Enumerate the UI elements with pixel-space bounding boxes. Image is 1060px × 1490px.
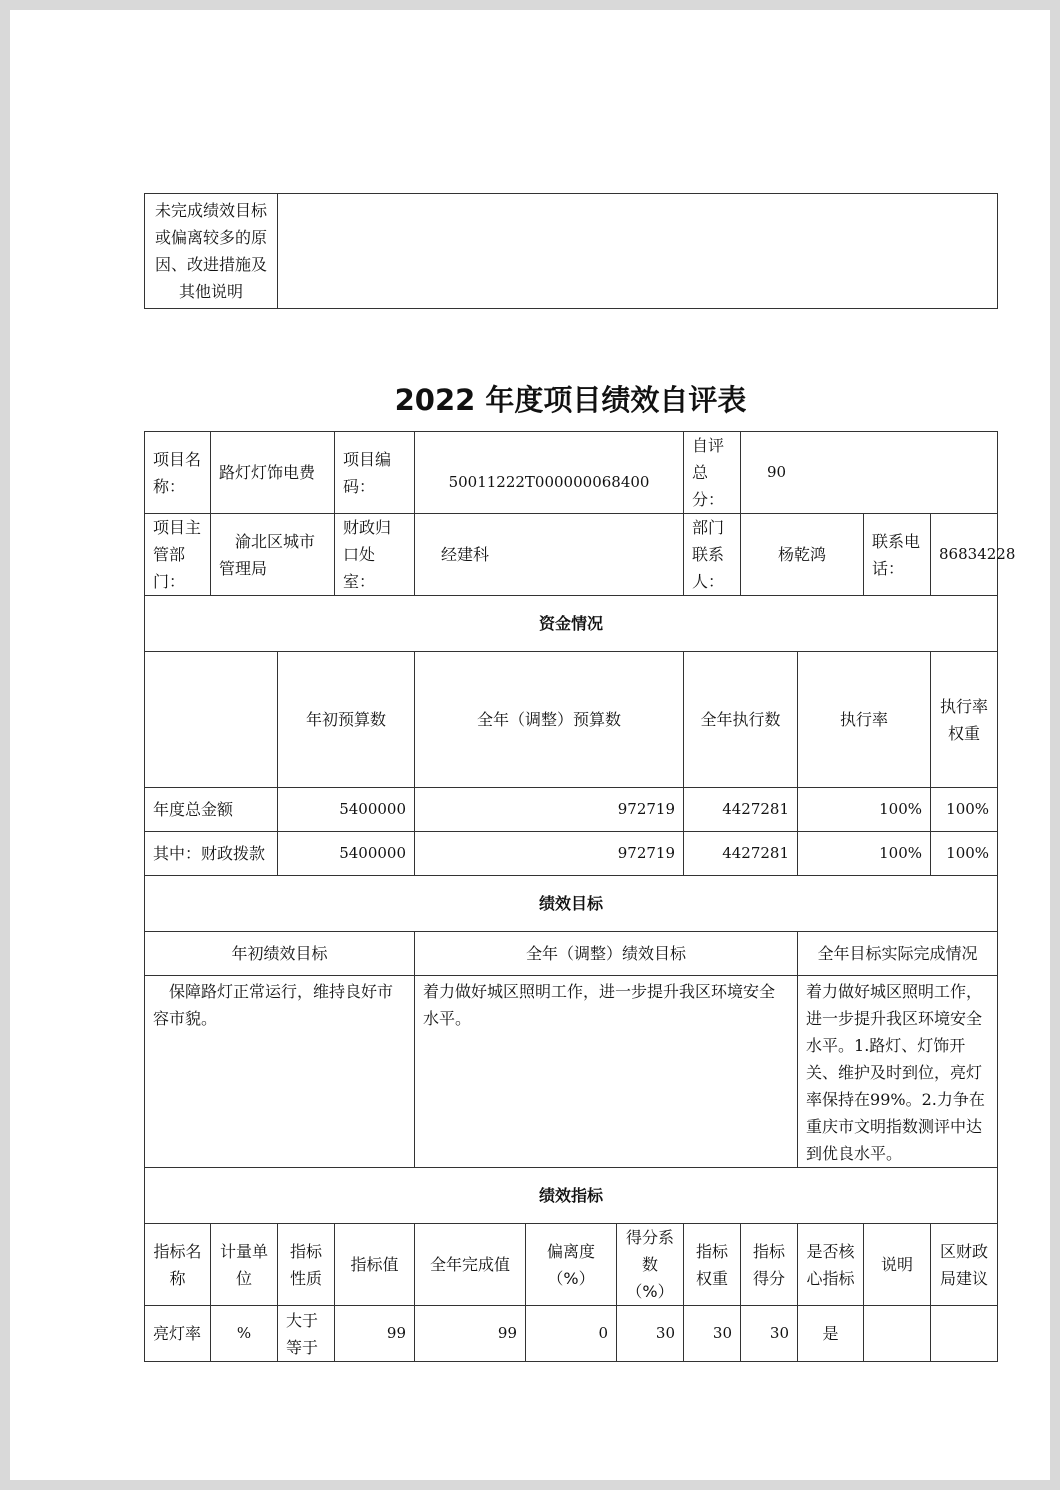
- indicator-header: 指标值: [335, 1224, 415, 1306]
- funds-header-initial: 年初预算数: [278, 652, 415, 788]
- table-row: [145, 832, 998, 876]
- contact-label: 部门联系人：: [684, 514, 741, 596]
- funds-cell: 5400000: [278, 832, 415, 876]
- indicator-header: 偏离度（%）: [526, 1224, 617, 1306]
- indicator-header: 是否核心指标: [798, 1224, 864, 1306]
- funds-row-label: 其中：财政拨款: [145, 832, 278, 876]
- note-value: [278, 194, 998, 309]
- document-page: [10, 10, 1050, 1480]
- funds-cell: 5400000: [278, 788, 415, 832]
- funds-cell: 972719: [415, 788, 684, 832]
- indicator-header: 说明: [864, 1224, 931, 1306]
- indicator-cell: %: [211, 1306, 278, 1362]
- finance-value: 经建科: [415, 514, 684, 596]
- indicator-header: 计量单位: [211, 1224, 278, 1306]
- funds-cell: 4427281: [684, 788, 798, 832]
- indicator-cell: 30: [741, 1306, 798, 1362]
- table-row: [145, 1306, 998, 1362]
- phone-label: 联系电话：: [864, 514, 931, 596]
- indicator-cell: 99: [335, 1306, 415, 1362]
- total-score: 90: [741, 432, 998, 514]
- indicator-cell: [931, 1306, 998, 1362]
- indicator-header: 指标名称: [145, 1224, 211, 1306]
- goal-adjusted: 着力做好城区照明工作，进一步提升我区环境安全水平。: [415, 976, 798, 1168]
- funds-cell: 100%: [798, 788, 931, 832]
- funds-header-adjusted: 全年（调整）预算数: [415, 652, 684, 788]
- indicator-header: 指标得分: [741, 1224, 798, 1306]
- project-name-label: 项目名称：: [145, 432, 211, 514]
- goals-header-initial: 年初绩效目标: [145, 932, 415, 976]
- funds-header-weight: 执行率权重: [931, 652, 998, 788]
- indicator-cell: 99: [415, 1306, 526, 1362]
- funds-cell: 100%: [798, 832, 931, 876]
- funds-cell: 100%: [931, 832, 998, 876]
- indicator-cell: [864, 1306, 931, 1362]
- indicators-section-title: 绩效指标: [145, 1168, 998, 1224]
- dept-label: 项目主管部门：: [145, 514, 211, 596]
- project-code-label: 项目编码：: [335, 432, 415, 514]
- note-label: 未完成绩效目标或偏离较多的原因、改进措施及其他说明: [145, 194, 278, 309]
- indicator-header: 区财政局建议: [931, 1224, 998, 1306]
- indicator-cell: 0: [526, 1306, 617, 1362]
- funds-header-rate: 执行率: [798, 652, 931, 788]
- goal-initial: 保障路灯正常运行，维持良好市容市貌。: [145, 976, 415, 1168]
- funds-header-blank: [145, 652, 278, 788]
- contact-value: 杨乾鸿: [741, 514, 864, 596]
- indicator-header: 得分系数（%）: [617, 1224, 684, 1306]
- project-code: 50011222T000000068400: [415, 432, 684, 514]
- project-name: 路灯灯饰电费: [211, 432, 335, 514]
- funds-cell: 100%: [931, 788, 998, 832]
- page-title: 2022 年度项目绩效自评表: [394, 383, 747, 417]
- phone-value: 86834228: [931, 514, 998, 596]
- goals-header-actual: 全年目标实际完成情况: [798, 932, 998, 976]
- indicator-cell: 30: [617, 1306, 684, 1362]
- funds-header-executed: 全年执行数: [684, 652, 798, 788]
- table-row: [145, 788, 998, 832]
- indicator-cell: 大于等于: [278, 1306, 335, 1362]
- indicator-cell: 30: [684, 1306, 741, 1362]
- evaluation-table: [144, 431, 1016, 1362]
- indicator-header: 全年完成值: [415, 1224, 526, 1306]
- finance-label: 财政归口处室：: [335, 514, 415, 596]
- goals-header-adjusted: 全年（调整）绩效目标: [415, 932, 798, 976]
- funds-cell: 4427281: [684, 832, 798, 876]
- indicator-header: 指标性质: [278, 1224, 335, 1306]
- goal-actual: 着力做好城区照明工作，进一步提升我区环境安全水平。1.路灯、灯饰开关、维护及时到位，亮灯率保持在99%。2.力争在重庆市文明指数测评中达到优良水平。: [798, 976, 998, 1168]
- indicator-cell: 亮灯率: [145, 1306, 211, 1362]
- funds-cell: 972719: [415, 832, 684, 876]
- funds-row-label: 年度总金额: [145, 788, 278, 832]
- indicator-cell: 是: [798, 1306, 864, 1362]
- dept-value: 渝北区城市管理局: [211, 514, 335, 596]
- indicator-header: 指标权重: [684, 1224, 741, 1306]
- score-label: 自评总分：: [684, 432, 741, 514]
- goals-section-title: 绩效目标: [145, 876, 998, 932]
- note-table: [144, 193, 998, 309]
- funds-section-title: 资金情况: [145, 596, 998, 652]
